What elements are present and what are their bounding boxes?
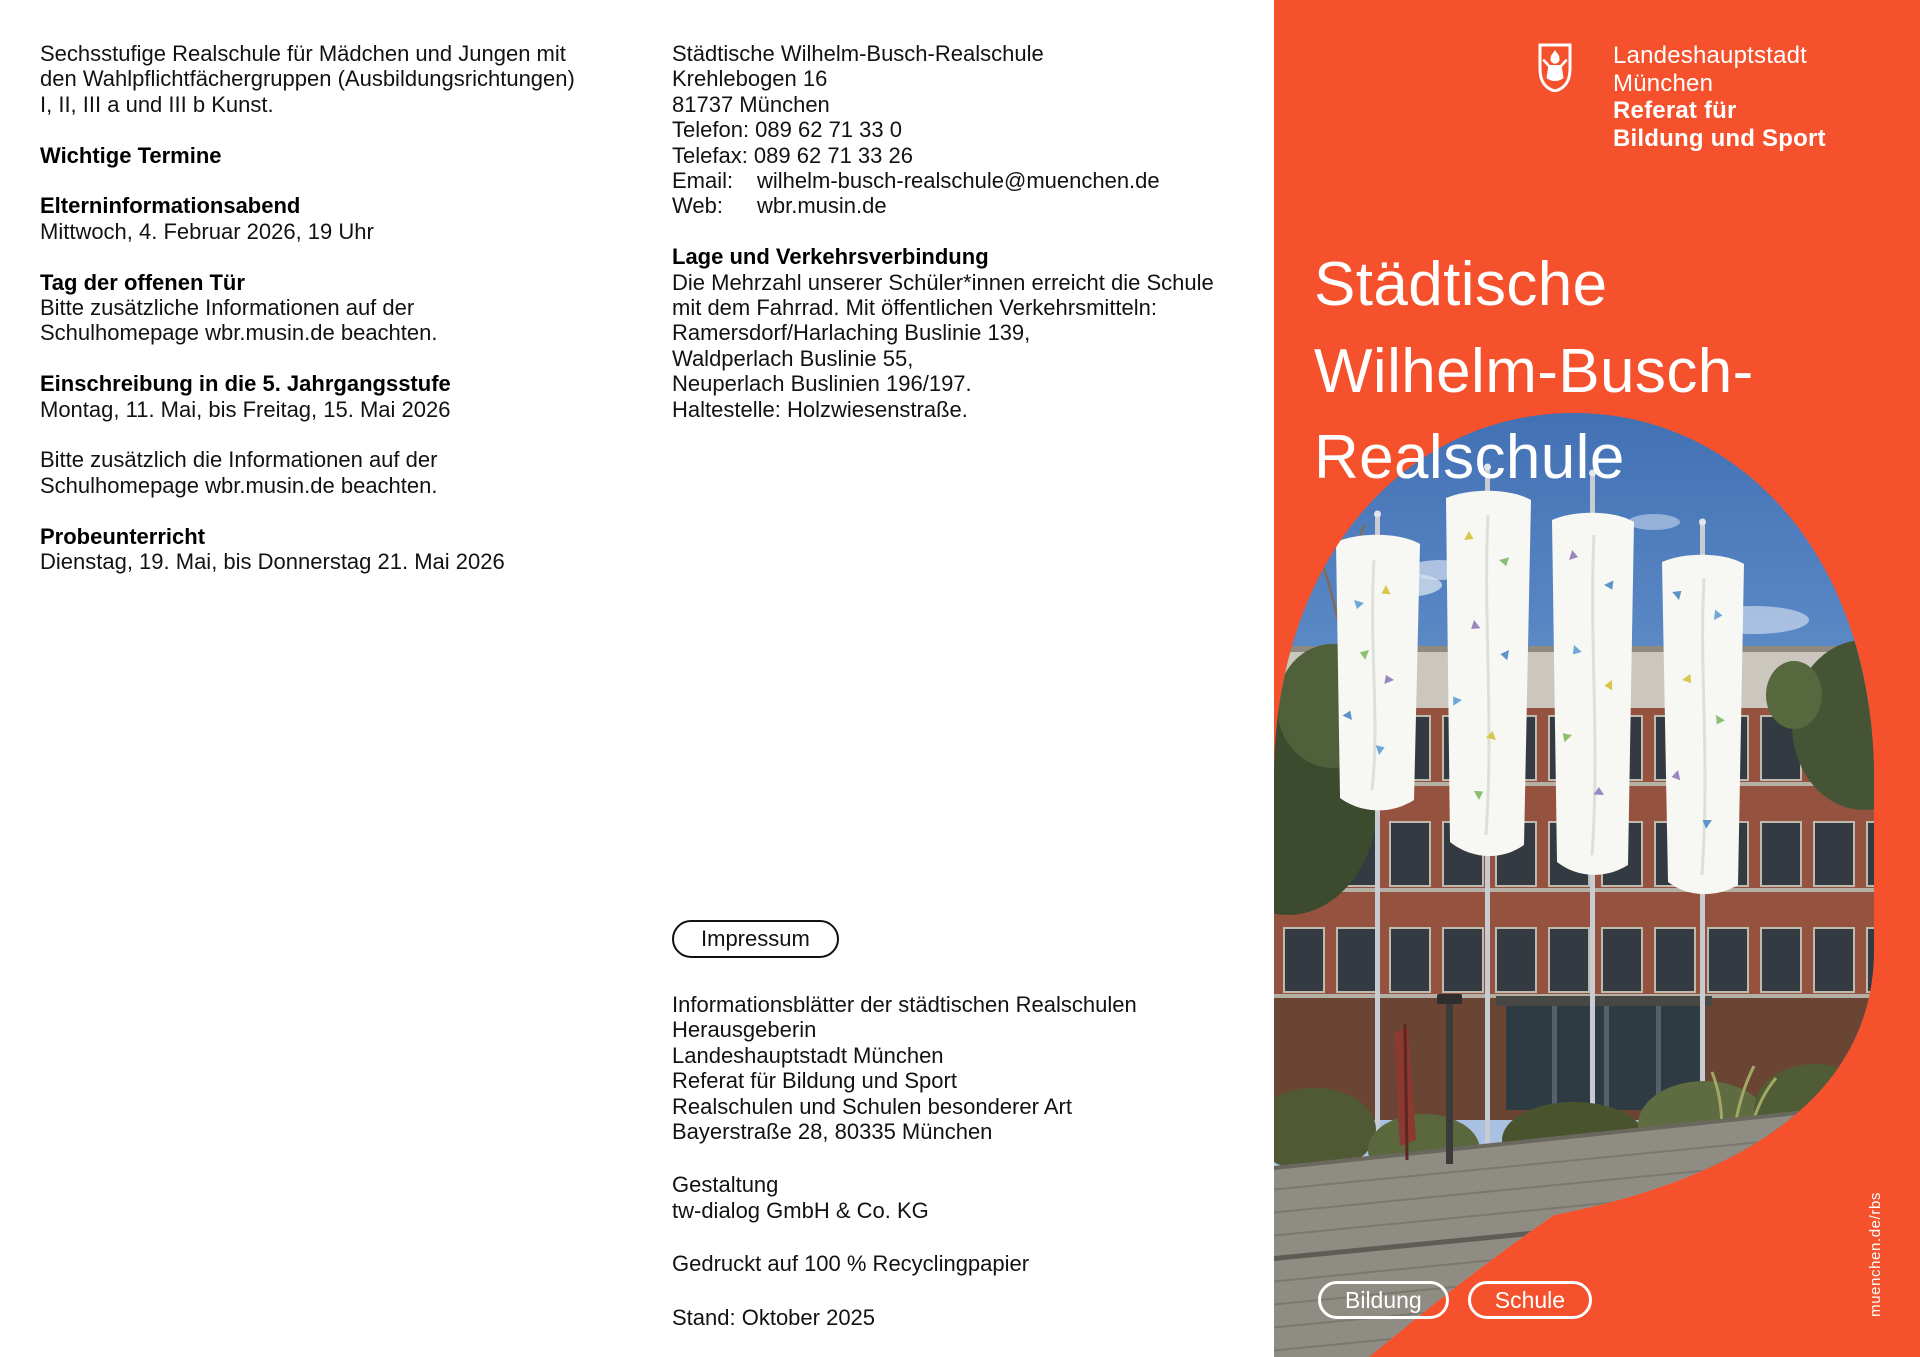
contact-value: wbr.musin.de (757, 193, 887, 219)
cover-title (1314, 242, 1754, 502)
directions-block (672, 244, 1232, 422)
pill-button-schule[interactable]: Schule (1468, 1281, 1592, 1319)
logo-line: Referat für (1613, 97, 1737, 125)
block-heading: Elterninformationsabend (40, 193, 301, 219)
muenchner-kindl-crest-icon (1537, 42, 1573, 92)
contact-block (672, 41, 1232, 219)
imprint-group (672, 1305, 1137, 1330)
text-block (40, 193, 640, 244)
text-block (40, 371, 640, 422)
contact-line: 81737 München (672, 91, 830, 117)
text-line: Haltestelle: Holzwiesenstraße. (672, 396, 968, 422)
topic-buttons (1318, 1281, 1592, 1319)
text-line: Schulhomepage wbr.musin.de beachten. (40, 320, 438, 346)
text-line: Ramersdorf/Harlaching Buslinie 139, (672, 320, 1031, 346)
contact-labeled-row (672, 193, 1232, 218)
text-line: Bayerstraße 28, 80335 München (672, 1119, 993, 1145)
middle-column (672, 41, 1232, 447)
text-line: Referat für Bildung und Sport (672, 1068, 957, 1094)
text-line: Stand: Oktober 2025 (672, 1304, 876, 1330)
text-line: mit dem Fahrrad. Mit öffentlichen Verkehrsmitteln: (672, 295, 1158, 321)
text-block (40, 270, 640, 346)
text-block (40, 447, 640, 498)
text-line: Gedruckt auf 100 % Recyclingpapier (672, 1251, 1030, 1277)
text-line: Dienstag, 19. Mai, bis Donnerstag 21. Mai 2026 (40, 549, 505, 575)
text-line: Schulhomepage wbr.musin.de beachten. (40, 472, 438, 498)
text-line: Waldperlach Buslinie 55, (672, 345, 914, 371)
text-line: Bitte zusätzlich die Informationen auf der (40, 447, 438, 473)
city-logo-text (1613, 42, 1826, 152)
vertical-url: muenchen.de/rbs (1867, 1192, 1884, 1317)
text-line: den Wahlpflichtfächergruppen (Ausbildungsrichtungen) (40, 66, 575, 92)
directions-heading: Lage und Verkehrsverbindung (672, 244, 989, 270)
text-line: Montag, 11. Mai, bis Freitag, 15. Mai 2026 (40, 396, 451, 422)
contact-value: wilhelm-busch-realschule@muenchen.de (757, 168, 1160, 194)
cover-title-line: Realschule (1314, 423, 1625, 492)
text-line: Mittwoch, 4. Februar 2026, 19 Uhr (40, 218, 374, 244)
imprint-group (672, 1251, 1137, 1276)
contact-labeled-row (672, 168, 1232, 193)
text-line: Sechsstufige Realschule für Mädchen und Jungen mit (40, 41, 566, 66)
block-heading: Wichtige Termine (40, 142, 222, 168)
text-line: tw-dialog GmbH & Co. KG (672, 1197, 929, 1223)
imprint-group (672, 1172, 1137, 1223)
contact-line: Städtische Wilhelm-Busch-Realschule (672, 41, 1044, 66)
contact-label: Email: (672, 168, 734, 194)
imprint-block (672, 992, 1137, 1357)
contact-line: Krehlebogen 16 (672, 66, 828, 92)
contact-label: Web: (672, 193, 723, 219)
impressum-button[interactable]: Impressum (672, 920, 839, 958)
text-line: Gestaltung (672, 1172, 779, 1198)
text-line: Die Mehrzahl unserer Schüler*innen erreicht die Schule (672, 269, 1214, 295)
block-heading: Tag der offenen Tür (40, 269, 245, 295)
text-line: Informationsblätter der städtischen Realschulen (672, 992, 1137, 1017)
logo-line: München (1613, 69, 1714, 97)
text-block (40, 41, 640, 117)
cover-title-line: Wilhelm-Busch- (1314, 336, 1754, 406)
cover-title-line: Städtische (1314, 250, 1608, 319)
text-block (40, 143, 640, 168)
city-logo (1537, 42, 1826, 152)
text-line: Neuperlach Buslinien 196/197. (672, 371, 972, 397)
text-block (40, 524, 640, 575)
cover-panel (1274, 0, 1920, 1357)
imprint-group (672, 992, 1137, 1144)
block-heading: Probeunterricht (40, 523, 206, 549)
contact-line: Telefon: 089 62 71 33 0 (672, 117, 902, 143)
logo-line: Bildung und Sport (1613, 124, 1826, 152)
school-photo (1274, 0, 1920, 1357)
text-line: Bitte zusätzliche Informationen auf der (40, 295, 415, 321)
text-line: Realschulen und Schulen besonderer Art (672, 1093, 1072, 1119)
text-line: Landeshauptstadt München (672, 1042, 944, 1068)
text-line: Herausgeberin (672, 1017, 817, 1043)
pill-button-bildung[interactable]: Bildung (1318, 1281, 1449, 1319)
logo-line: Landeshauptstadt (1613, 42, 1808, 69)
contact-line: Telefax: 089 62 71 33 26 (672, 142, 913, 168)
block-heading: Einschreibung in die 5. Jahrgangsstufe (40, 371, 451, 397)
text-line: I, II, III a und III b Kunst. (40, 91, 274, 117)
left-column (40, 41, 640, 600)
